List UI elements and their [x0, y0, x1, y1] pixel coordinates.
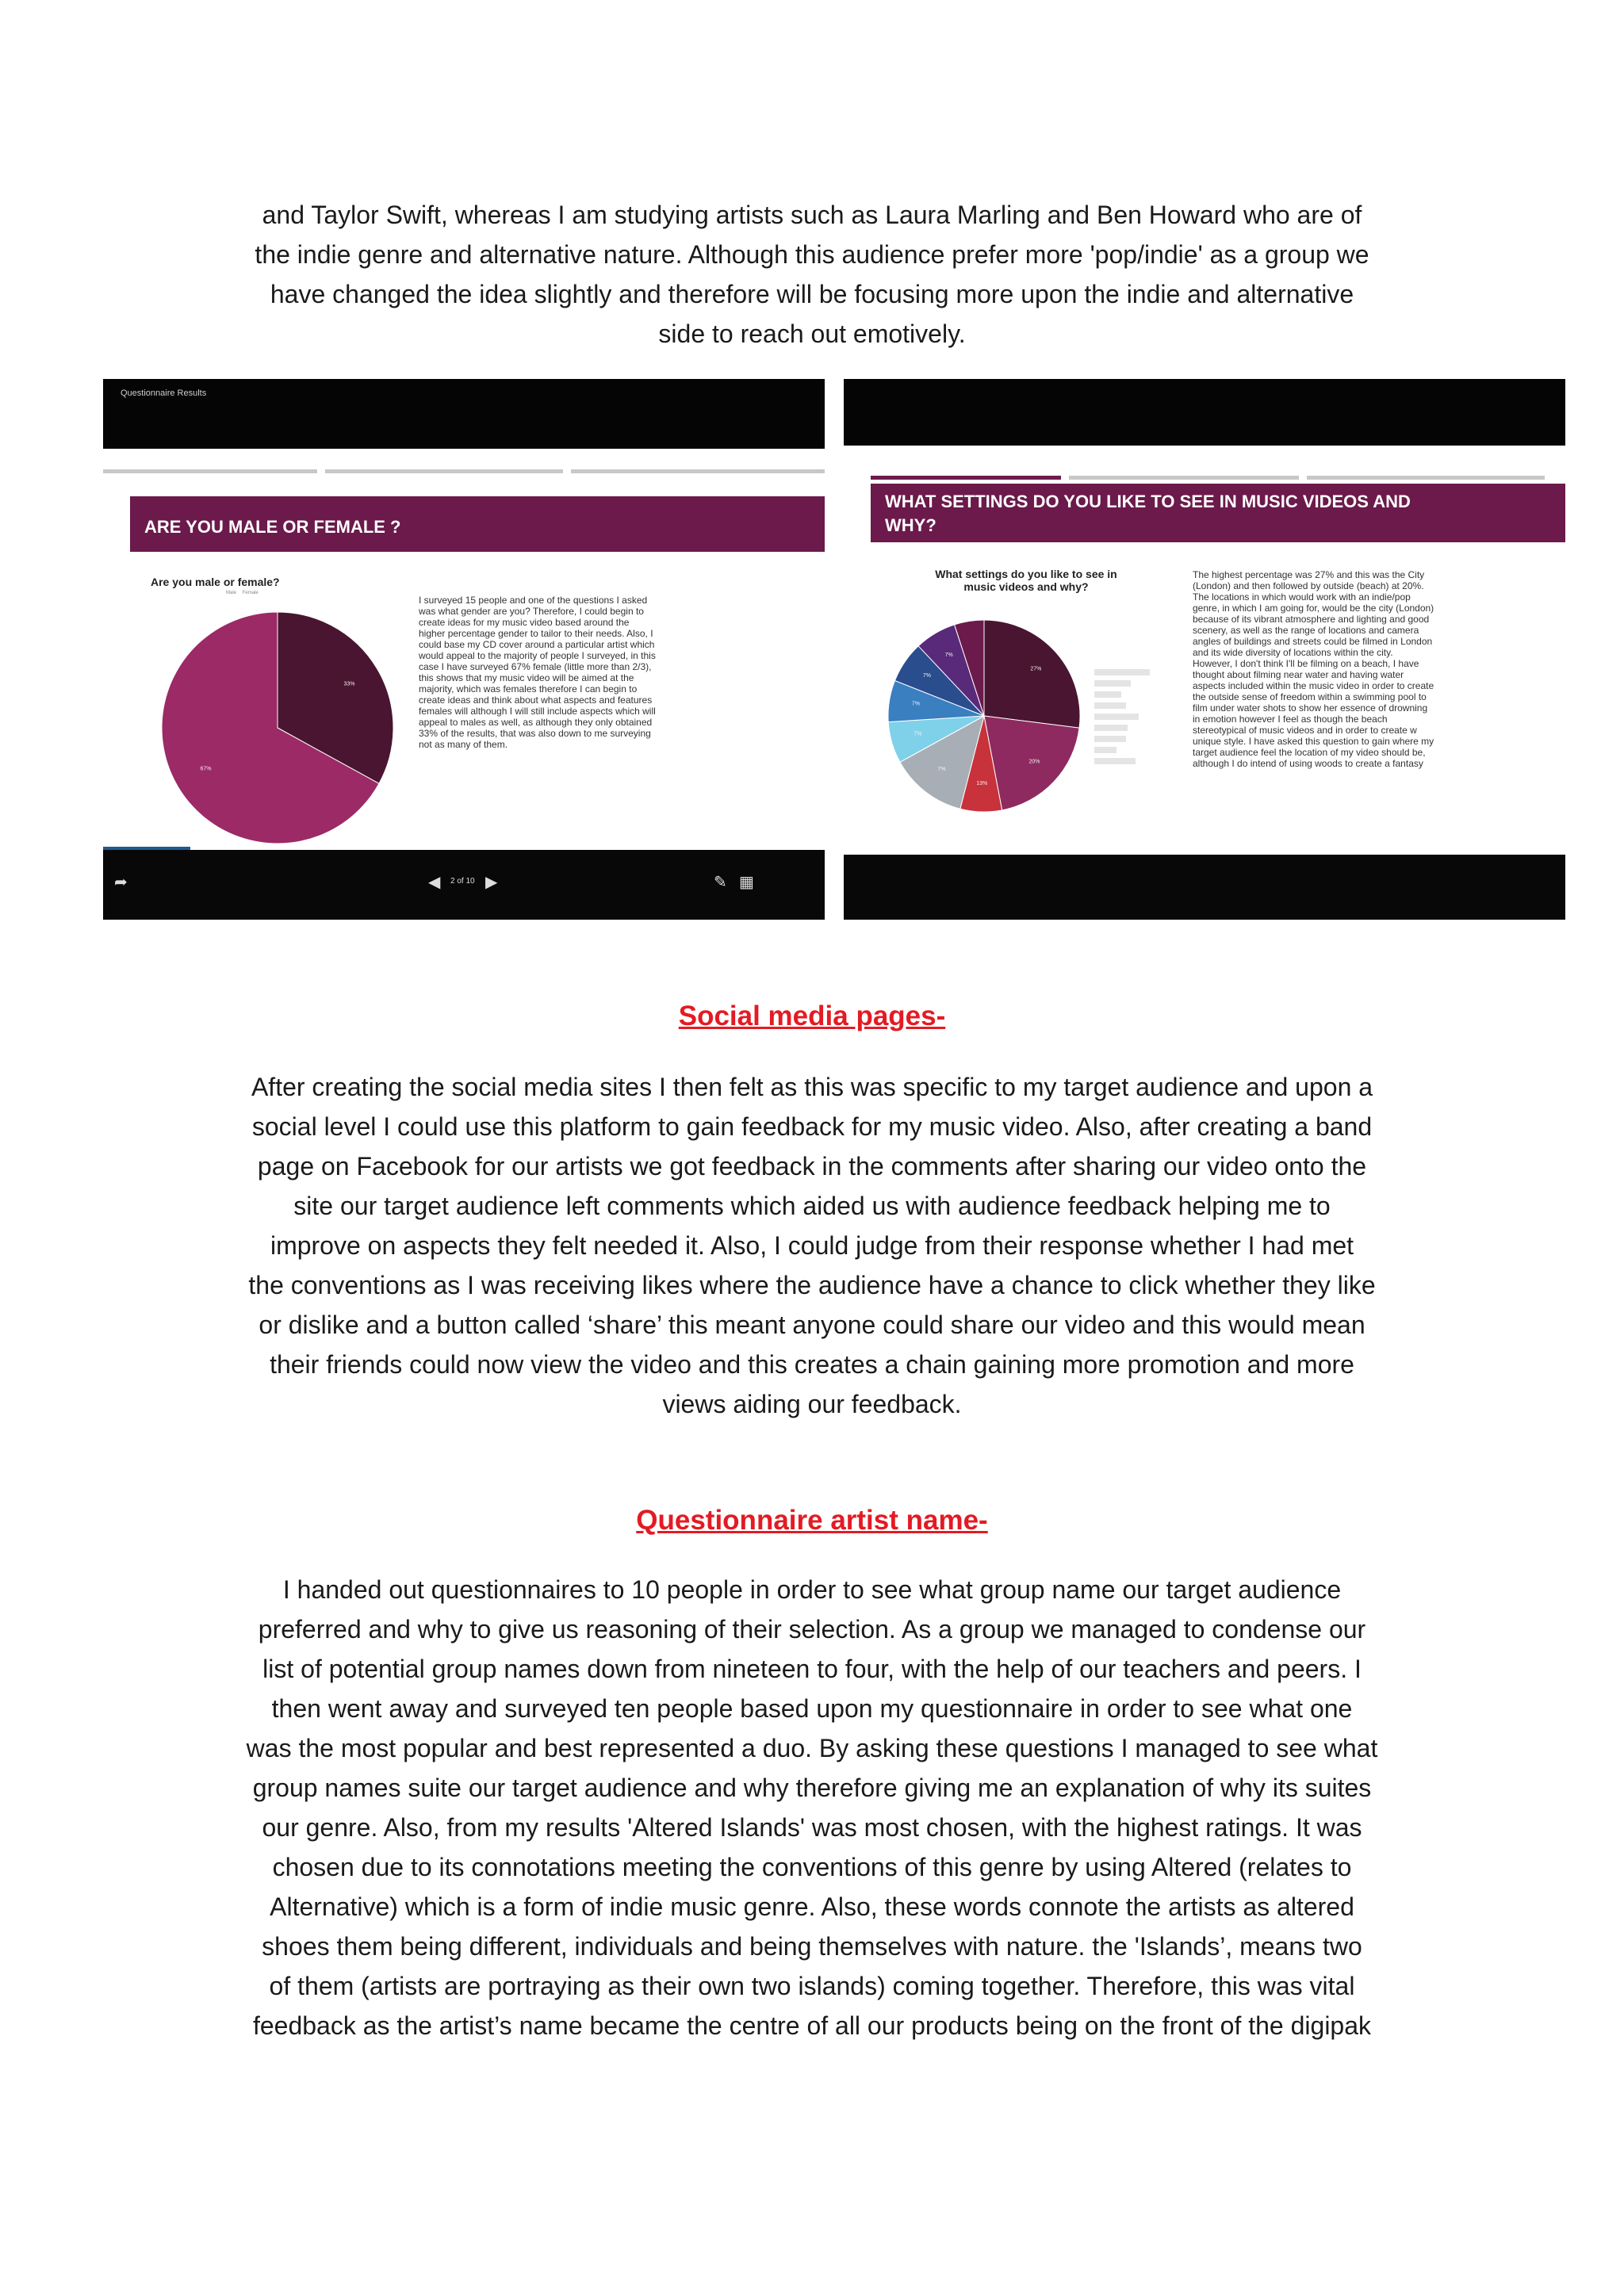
pie-slice-label: 7% [937, 766, 946, 772]
intro-paragraph [190, 195, 1434, 354]
intro-line: the indie genre and alternative nature. Although this audience prefer more 'pop/indie' as a group we [255, 240, 1369, 269]
slide-banner-text: WHAT SETTINGS DO YOU LIKE TO SEE IN MUSIC VIDEOS AND [885, 492, 1411, 511]
paragraph-line: views aiding our feedback. [662, 1390, 962, 1418]
paragraph-line: shoes them being different, individuals and being themselves with nature. the 'Islands’, means two [262, 1932, 1362, 1961]
paragraph-line: chosen due to its connotations meeting the conventions of this genre by using Altered (relates to [272, 1853, 1352, 1881]
chart-title-line: music videos and why? [963, 580, 1089, 593]
slide-text-line: film under water shots to show her essence of drowning [1193, 702, 1428, 714]
slide-controls-bar [103, 850, 825, 920]
paragraph-line: then went away and surveyed ten people based upon my questionnaire in order to see what one [271, 1694, 1353, 1723]
legend-entry [1094, 680, 1131, 687]
intro-line: side to reach out emotively. [658, 320, 966, 348]
pie-slice-label: 67% [200, 766, 212, 772]
slide-text-line: The locations in which would work with an indie/pop [1193, 591, 1411, 603]
slide-top-bar [103, 379, 825, 449]
slide-tab [103, 469, 317, 473]
slide-tab-strip [103, 469, 825, 474]
share-icon[interactable]: ➦ [114, 874, 128, 891]
chart-title-line: What settings do you like to see in [935, 568, 1117, 580]
prev-slide-icon[interactable]: ◀ [428, 874, 441, 891]
page-counter: 2 of 10 [450, 877, 475, 886]
slide-text-line: create ideas and think about what aspects and features [419, 695, 653, 706]
slide-banner-text: ARE YOU MALE OR FEMALE ? [144, 517, 401, 537]
slide-tab [1307, 476, 1545, 480]
legend-entry [1094, 725, 1128, 731]
slide-gender-screenshot [103, 379, 825, 920]
slide-text-line: although I do intend of using woods to create a fantasy [1193, 758, 1423, 769]
paragraph-line: their friends could now view the video and this creates a chain gaining more promotion and more [270, 1350, 1354, 1379]
paragraph-line: of them (artists are portraying as their own two islands) coming together. Therefore, this was vital [269, 1972, 1355, 2000]
slide-text-line: However, I don't think I'll be filming on a beach, I have [1193, 658, 1419, 669]
paragraph-line: our genre. Also, from my results 'Altered Islands' was most chosen, with the highest ratings. It was [262, 1813, 1362, 1842]
settings-pie-chart [885, 617, 1083, 815]
slide-text-line: females will although I will still include aspects which will [419, 706, 656, 717]
social-media-paragraph [190, 1067, 1434, 1424]
pie-slice-label: 7% [914, 731, 922, 737]
slide-text-line: the outside sense of freedom within a swimming pool to [1193, 691, 1427, 702]
pie-slice-label: 7% [911, 701, 921, 707]
slide-text-line: I surveyed 15 people and one of the questions I asked [419, 595, 648, 606]
paragraph-line: Alternative) which is a form of indie music genre. Also, these words connote the artists as altered [270, 1892, 1354, 1921]
slide-text-line: case I have surveyed 67% female (little more than 2/3), [419, 661, 652, 672]
legend-entry [1094, 747, 1116, 753]
section-heading-social-media: Social media pages- [678, 1001, 946, 1031]
slide-text-line: would appeal to the majority of people I surveyed, in this [419, 650, 656, 661]
legend-label: Male [226, 591, 237, 595]
paragraph-line: I handed out questionnaires to 10 people in order to see what group name our target audience [282, 1575, 1342, 1604]
slide-text-line: higher percentage gender to tailor to their needs. Also, I [419, 628, 653, 639]
slide-bottom-bar [844, 855, 1565, 920]
chart-title: Are you male or female? [151, 576, 280, 588]
slide-text-line: angles of buildings and streets could be filmed in London [1193, 636, 1433, 647]
slide-text-line: in emotion however I feel as though the beach [1193, 714, 1388, 725]
slide-text-line: (London) and then followed by outside (beach) at 20%. [1193, 580, 1424, 591]
slide-text-line: could base my CD cover around a particular artist which [419, 639, 655, 650]
pie-slice-label: 20% [1028, 759, 1040, 765]
slide-topbar-title: Questionnaire Results [121, 388, 207, 398]
slideshare-logo-icon[interactable]: ▦ [739, 874, 754, 891]
slide-text-line: aspects included within the music video in order to create [1193, 680, 1434, 691]
slide-banner-text: WHY? [885, 515, 936, 535]
slide-top-bar [844, 379, 1565, 446]
slide-body-text [419, 595, 791, 750]
slide-text-line: The highest percentage was 27% and this was the City [1193, 569, 1425, 580]
paragraph-line: site our target audience left comments which aided us with audience feedback helping me to [293, 1192, 1331, 1220]
pie-slice-label: 7% [922, 673, 932, 679]
slide-text-line: genre, in which I am going for, would be the city (London) [1193, 603, 1434, 614]
slide-banner [871, 484, 1565, 542]
slide-text-line: stereotypical of music videos and in order to create w [1193, 725, 1417, 736]
slide-text-line: this shows that my music video will be aimed at the [419, 672, 634, 683]
paragraph-line: group names suite our target audience and why therefore giving me an explanation of why its suites [252, 1774, 1372, 1802]
chart-legend [226, 590, 259, 596]
slide-text-line: target audience feel the location of my video should be, [1193, 747, 1426, 758]
slide-tab-strip [844, 476, 1565, 480]
slide-tab [1069, 476, 1299, 480]
edit-icon[interactable]: ✎ [714, 874, 727, 891]
paragraph-line: page on Facebook for our artists we got feedback in the comments after sharing our video onto the [257, 1152, 1367, 1181]
slide-text-line: and its wide diversity of locations within the city. [1193, 647, 1393, 658]
slide-body-text [1193, 569, 1557, 769]
paragraph-line: list of potential group names down from nineteen to four, with the help of our teachers and peers. I [262, 1655, 1362, 1683]
pie-slice-label: 33% [343, 681, 355, 687]
paragraph-line: preferred and why to give us reasoning of their selection. As a group we managed to condense our [258, 1615, 1366, 1644]
legend-label: Female [242, 591, 259, 595]
slide-text-line: not as many of them. [419, 739, 508, 750]
intro-line: and Taylor Swift, whereas I am studying artists such as Laura Marling and Ben Howard who are of [262, 201, 1362, 229]
slide-text-line: thought about filming near water and having water [1193, 669, 1404, 680]
legend-entry [1094, 758, 1136, 764]
slide-tab [571, 469, 825, 473]
next-slide-icon[interactable]: ▶ [485, 874, 498, 891]
slide-text-line: was what gender are you? Therefore, I could begin to [419, 606, 644, 617]
slide-tab [871, 476, 1061, 480]
slide-tab [325, 469, 563, 473]
paragraph-line: After creating the social media sites I then felt as this was specific to my target audience and upon a [251, 1073, 1373, 1101]
slide-text-line: scenery, as well as the range of locations and camera [1193, 625, 1419, 636]
slide-text-line: majority, which was females therefore I can begin to [419, 683, 638, 695]
legend-entry [1094, 702, 1126, 709]
paragraph-line: social level I could use this platform to gain feedback for my music video. Also, after creating a band [251, 1112, 1373, 1141]
slide-text-line: unique style. I have asked this question to gain where my [1193, 736, 1434, 747]
pie-slice-label: 27% [1030, 666, 1042, 672]
intro-line: have changed the idea slightly and therefore will be focusing more upon the indie and alternative [270, 280, 1354, 308]
pie-slice-label: 13% [976, 781, 988, 787]
legend-entry [1094, 691, 1121, 698]
paragraph-line: was the most popular and best represented a duo. By asking these questions I managed to see what [246, 1734, 1378, 1762]
chart-legend [1094, 669, 1182, 764]
paragraph-line: feedback as the artist’s name became the centre of all our products being on the front of the digipak [252, 2011, 1372, 2040]
pie-slice-label: 7% [944, 652, 953, 659]
paragraph-line: or dislike and a button called ‘share’ this meant anyone could share our video and this would mean [259, 1311, 1365, 1339]
section-heading-questionnaire: Questionnaire artist name- [636, 1505, 988, 1536]
slide-banner [130, 496, 825, 552]
legend-entry [1094, 669, 1150, 675]
pie-slice [984, 620, 1080, 728]
slide-text-line: appeal to males as well, as although they only obtained [419, 717, 653, 728]
slide-text-line: 33% of the results, that was also down to me surveying [419, 728, 651, 739]
chart-title [907, 568, 1145, 593]
slide-text-line: because of its vibrant atmosphere and lighting and good [1193, 614, 1430, 625]
paragraph-line: improve on aspects they felt needed it. Also, I could judge from their response whether I had met [270, 1231, 1354, 1260]
paragraph-line: the conventions as I was receiving likes where the audience have a chance to click whether they like [248, 1271, 1376, 1299]
legend-entry [1094, 736, 1126, 742]
gender-pie-chart [159, 609, 396, 847]
legend-entry [1094, 714, 1139, 720]
slide-settings-screenshot [844, 379, 1565, 920]
questionnaire-paragraph [190, 1570, 1434, 2045]
slide-text-line: create ideas for my music video based around the [419, 617, 630, 628]
